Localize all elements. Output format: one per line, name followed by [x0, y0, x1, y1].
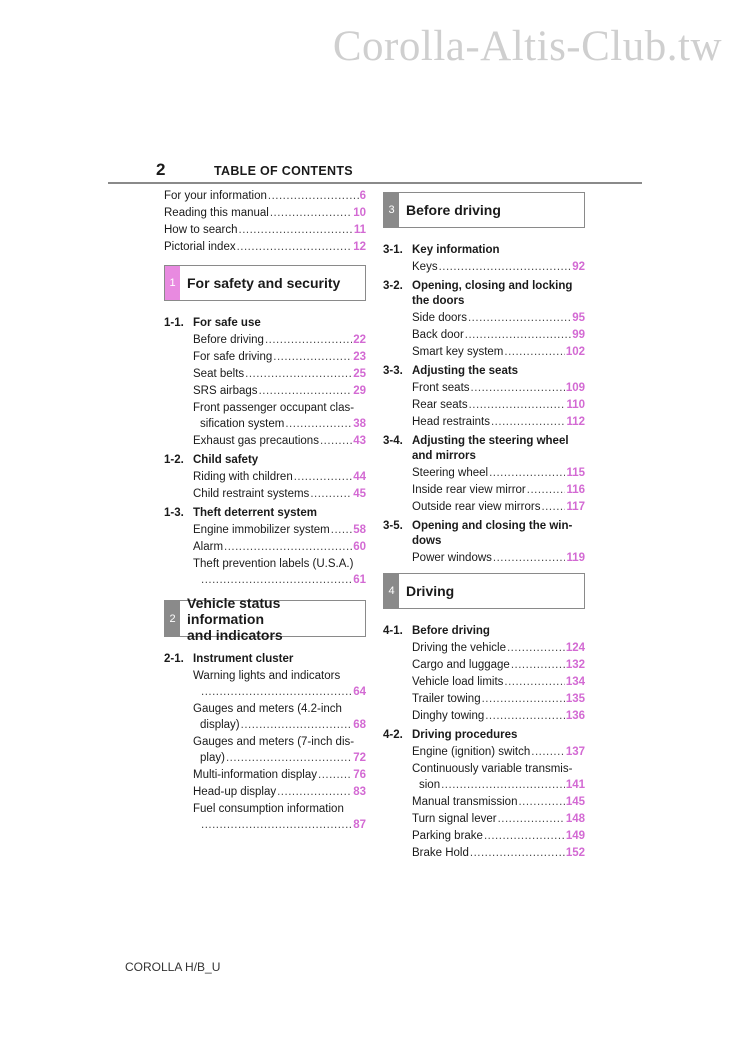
section-items [164, 522, 366, 556]
entry-label: For safe driving [193, 351, 273, 363]
toc-entry[interactable] [383, 259, 585, 276]
toc-entry-multiline[interactable] [164, 801, 366, 834]
dot-leader [484, 828, 565, 845]
entry-label: Exhaust gas precautions [193, 435, 319, 447]
entry-label: Cargo and luggage [412, 659, 510, 671]
entry-label: Outside rear view mirrors [412, 501, 541, 513]
toc-entry[interactable] [164, 239, 366, 256]
entry-label: Smart key system [412, 346, 504, 358]
section-items [383, 640, 585, 725]
page-link[interactable]: 134 [565, 676, 585, 688]
section-items [383, 380, 585, 431]
chapter-title: Before driving [406, 202, 501, 218]
entry-label: Gauges and meters (7-inch dis- [193, 736, 355, 748]
page-link[interactable]: 44 [353, 471, 366, 483]
toc-entry[interactable] [164, 469, 366, 486]
entry-label: Steering wheel [412, 467, 489, 479]
dot-leader [491, 414, 565, 431]
dot-leader [541, 499, 565, 516]
entry-label: Parking brake [412, 830, 483, 842]
section-items-wrapped [164, 701, 366, 734]
toc-entry[interactable] [383, 828, 585, 845]
section-number: 4-1. [383, 625, 403, 637]
toc-entry[interactable] [164, 188, 366, 205]
page-link[interactable]: 110 [566, 399, 585, 411]
entry-continuation [193, 717, 366, 734]
dot-leader [531, 744, 565, 761]
entry-label: Brake Hold [412, 847, 469, 859]
section-title: Instrument cluster [193, 653, 294, 665]
page-link[interactable]: 117 [566, 501, 585, 513]
dot-leader [201, 684, 352, 701]
chapter-number: 1 [165, 266, 180, 300]
toc-entry[interactable] [383, 708, 585, 725]
chapter-number: 2 [165, 601, 180, 636]
entry-label: Engine immobilizer system [193, 524, 330, 536]
chapter-1-header[interactable] [164, 265, 366, 301]
section-heading [383, 727, 585, 744]
dot-leader [469, 397, 566, 414]
dot-leader [511, 657, 565, 674]
dot-leader [441, 777, 565, 794]
entry-label: Turn signal lever [412, 813, 497, 825]
entry-label-continued: sification system [200, 418, 285, 430]
section-title: Adjusting the steering wheel and mirrors [412, 435, 569, 462]
toc-entry-multiline[interactable] [164, 668, 366, 701]
page-link[interactable]: 64 [353, 686, 366, 698]
entry-label: Rear seats [412, 399, 468, 411]
section-heading [383, 518, 585, 550]
dot-leader [471, 380, 565, 397]
dot-leader [259, 383, 353, 400]
section-number: 1-2. [164, 454, 184, 466]
section-number: 1-3. [164, 507, 184, 519]
entry-label: Power windows [412, 552, 492, 564]
dot-leader [294, 469, 352, 486]
section-heading [164, 651, 366, 668]
dot-leader [504, 344, 564, 361]
section-items-wrapped [164, 668, 366, 701]
section-items-wrapped [383, 761, 585, 794]
toc-entry-multiline[interactable] [164, 556, 366, 589]
toc-entry[interactable] [383, 811, 585, 828]
dot-leader [285, 416, 352, 433]
toc-entry[interactable] [383, 344, 585, 361]
page-link[interactable]: 115 [566, 467, 585, 479]
entry-label: Back door [412, 329, 464, 341]
entry-label: Warning lights and indicators [193, 670, 341, 682]
entry-label: Driving the vehicle [412, 642, 506, 654]
page-link[interactable]: 135 [565, 693, 585, 705]
section-title: Child safety [193, 454, 259, 466]
chapter-number: 3 [384, 193, 399, 227]
toc-entry[interactable] [383, 414, 585, 431]
toc-entry[interactable] [164, 383, 366, 400]
page-link[interactable]: 119 [566, 552, 585, 564]
dot-leader [320, 433, 352, 450]
chapter-title [180, 594, 365, 643]
page-link[interactable]: 60 [353, 541, 366, 553]
entry-label-continued: display) [200, 719, 240, 731]
toc-entry[interactable] [383, 327, 585, 344]
page-link[interactable]: 102 [565, 346, 585, 358]
dot-leader [241, 717, 353, 734]
page-link[interactable]: 95 [572, 312, 585, 324]
dot-leader [468, 310, 571, 327]
toc-entry[interactable] [164, 433, 366, 450]
entry-label: Manual transmission [412, 796, 518, 808]
section-title: Adjusting the seats [412, 365, 519, 377]
section-items [383, 744, 585, 761]
dot-leader [239, 222, 353, 239]
toc-entry[interactable] [164, 349, 366, 366]
section-items-wrapped [164, 400, 366, 433]
toc-column-left [164, 188, 366, 834]
toc-entry[interactable] [164, 332, 366, 349]
section-items [383, 259, 585, 276]
entry-continuation [193, 572, 366, 589]
toc-entry[interactable] [383, 657, 585, 674]
page-link[interactable]: 99 [572, 329, 585, 341]
page-link[interactable]: 145 [565, 796, 585, 808]
section-title: Opening, closing and locking the doors [412, 280, 573, 307]
section-items [164, 332, 366, 400]
section-heading [383, 363, 585, 380]
page-link[interactable]: 152 [565, 847, 585, 859]
section-title: Opening and closing the win-dows [412, 520, 573, 547]
page-link[interactable]: 23 [353, 351, 366, 363]
page-link[interactable]: 38 [353, 418, 366, 430]
entry-label: Theft prevention labels (U.S.A.) [193, 558, 354, 570]
dot-leader [439, 259, 572, 276]
entry-label: Before driving [193, 334, 264, 346]
chapter-title: For safety and security [187, 275, 341, 291]
page-link[interactable]: 61 [353, 574, 366, 586]
page-link[interactable]: 83 [353, 786, 366, 798]
section-number: 3-1. [383, 244, 403, 256]
section-heading [164, 452, 366, 469]
entry-label: Trailer towing [412, 693, 481, 705]
toc-column-right [383, 188, 585, 862]
entry-label-continued: play) [200, 752, 225, 764]
section-number: 3-5. [383, 520, 403, 532]
toc-entry-multiline[interactable] [383, 761, 585, 794]
section-items [164, 767, 366, 801]
section-title: Before driving [412, 625, 490, 637]
dot-leader [270, 205, 352, 222]
page-link[interactable]: 72 [353, 752, 366, 764]
entry-label: Multi-information display [193, 769, 317, 781]
page-link[interactable]: 22 [353, 334, 366, 346]
entry-label: Dinghy towing [412, 710, 485, 722]
dot-leader [527, 482, 566, 499]
entry-continuation [412, 777, 585, 794]
dot-leader [331, 522, 352, 539]
page-link[interactable]: 29 [353, 385, 366, 397]
section-number: 3-4. [383, 435, 403, 447]
dot-leader [201, 817, 352, 834]
dot-leader [507, 640, 565, 657]
toc-entry[interactable] [164, 222, 366, 239]
dot-leader [518, 794, 564, 811]
entry-label-continued: sion [419, 779, 441, 791]
entry-label: Riding with children [193, 471, 293, 483]
entry-continuation [193, 416, 366, 433]
toc-entry[interactable] [164, 366, 366, 383]
section-heading [383, 242, 585, 259]
chapter-number: 4 [384, 574, 399, 608]
section-items [383, 310, 585, 361]
page-link[interactable]: 124 [565, 642, 585, 654]
chapter-2-header[interactable] [164, 594, 366, 643]
toc-entry[interactable] [383, 499, 585, 516]
section-number: 3-2. [383, 280, 403, 292]
section-title: Theft deterrent system [193, 507, 317, 519]
dot-leader [245, 366, 352, 383]
dot-leader [504, 674, 564, 691]
dot-leader [273, 349, 352, 366]
toc-entry[interactable] [164, 767, 366, 784]
page-link[interactable]: 137 [565, 746, 585, 758]
section-title: Key information [412, 244, 500, 256]
toc-entry[interactable] [164, 784, 366, 801]
section-items-wrapped [164, 556, 366, 589]
entry-label: Fuel consumption information [193, 803, 344, 815]
section-items [164, 433, 366, 450]
toc-entry[interactable] [383, 482, 585, 499]
dot-leader [201, 572, 352, 589]
page-link[interactable]: 148 [565, 813, 585, 825]
page-link[interactable]: 87 [353, 819, 366, 831]
toc-entry[interactable] [383, 397, 585, 414]
section-items-wrapped [164, 801, 366, 834]
dot-leader [470, 845, 565, 862]
toc-entry[interactable] [383, 640, 585, 657]
dot-leader [493, 550, 566, 567]
section-items [383, 465, 585, 516]
dot-leader [485, 708, 565, 725]
section-title: For safe use [193, 317, 261, 329]
section-heading [383, 433, 585, 465]
toc-entry-multiline[interactable] [164, 734, 366, 767]
dot-leader [265, 332, 352, 349]
intro-list [164, 188, 366, 256]
entry-label: For your information [164, 190, 267, 202]
page-link[interactable]: 12 [353, 241, 366, 253]
entry-label: Front passenger occupant clas- [193, 402, 355, 414]
chapter-title-line: Vehicle status information [187, 594, 281, 627]
page-link[interactable]: 11 [353, 224, 366, 236]
entry-continuation [193, 817, 366, 834]
entry-label: Pictorial index [164, 241, 236, 253]
page-link[interactable]: 10 [353, 207, 366, 219]
toc-entry-multiline[interactable] [164, 701, 366, 734]
chapter-title: Driving [406, 583, 455, 599]
dot-leader [465, 327, 571, 344]
page-link[interactable]: 149 [565, 830, 585, 842]
page-link[interactable]: 136 [565, 710, 585, 722]
entry-label: Keys [412, 261, 438, 273]
toc-entry[interactable] [383, 380, 585, 397]
page-link[interactable]: 6 [359, 190, 366, 202]
footer-model: COROLLA H/B_U [125, 960, 221, 974]
page-link[interactable]: 112 [566, 416, 585, 428]
entry-label: Gauges and meters (4.2-inch [193, 703, 342, 715]
section-items-wrapped [164, 734, 366, 767]
toc-entry[interactable] [383, 550, 585, 567]
page-link[interactable]: 132 [565, 659, 585, 671]
section-title: Driving procedures [412, 729, 518, 741]
entry-label: Head-up display [193, 786, 277, 798]
section-heading [164, 505, 366, 522]
page-link[interactable]: 141 [565, 779, 585, 791]
page-link[interactable]: 43 [353, 435, 366, 447]
section-items [383, 794, 585, 862]
dot-leader [268, 188, 359, 205]
dot-leader [237, 239, 353, 256]
page-link[interactable]: 76 [353, 769, 366, 781]
entry-label: Engine (ignition) switch [412, 746, 531, 758]
dot-leader [318, 767, 352, 784]
page-link[interactable]: 92 [572, 261, 585, 273]
dot-leader [277, 784, 352, 801]
toc-entry[interactable] [383, 845, 585, 862]
entry-continuation [193, 684, 366, 701]
dot-leader [498, 811, 565, 828]
dot-leader [310, 486, 352, 503]
chapter-title-line: and indicators [187, 626, 283, 643]
entry-label: SRS airbags [193, 385, 258, 397]
entry-label: Alarm [193, 541, 224, 553]
toc-entry[interactable] [164, 205, 366, 222]
toc-entry[interactable] [164, 522, 366, 539]
entry-continuation [193, 750, 366, 767]
entry-label: Reading this manual [164, 207, 269, 219]
watermark: Corolla-Altis-Club.tw [332, 23, 722, 70]
toc-entry[interactable] [383, 674, 585, 691]
toc-entry[interactable] [383, 744, 585, 761]
toc-entry[interactable] [164, 486, 366, 503]
page-link[interactable]: 109 [565, 382, 585, 394]
page-title: TABLE OF CONTENTS [214, 164, 353, 178]
entry-label: Head restraints [412, 416, 490, 428]
section-items [164, 469, 366, 503]
toc-entry[interactable] [383, 794, 585, 811]
dot-leader [489, 465, 565, 482]
entry-label: Side doors [412, 312, 467, 324]
section-number: 1-1. [164, 317, 184, 329]
entry-label: How to search [164, 224, 238, 236]
section-number: 3-3. [383, 365, 403, 377]
page-link[interactable]: 45 [353, 488, 366, 500]
page-link[interactable]: 68 [353, 719, 366, 731]
toc-entry[interactable] [383, 310, 585, 327]
entry-label: Continuously variable transmis- [412, 763, 573, 775]
chapter-4-header[interactable] [383, 573, 585, 609]
dot-leader [226, 750, 352, 767]
section-heading [383, 623, 585, 640]
section-number: 2-1. [164, 653, 184, 665]
toc-entry[interactable] [164, 539, 366, 556]
section-number: 4-2. [383, 729, 403, 741]
entry-label: Child restraint systems [193, 488, 310, 500]
toc-entry[interactable] [383, 465, 585, 482]
entry-label: Front seats [412, 382, 470, 394]
section-heading [383, 278, 585, 310]
dot-leader [482, 691, 565, 708]
toc-entry[interactable] [383, 691, 585, 708]
header-divider [108, 182, 642, 184]
page-number: 2 [156, 160, 166, 179]
entry-label: Seat belts [193, 368, 245, 380]
dot-leader [224, 539, 352, 556]
toc-entry-multiline[interactable] [164, 400, 366, 433]
section-items [383, 550, 585, 567]
entry-label: Vehicle load limits [412, 676, 504, 688]
chapter-3-header[interactable] [383, 192, 585, 228]
page-link[interactable]: 25 [353, 368, 366, 380]
section-heading [164, 315, 366, 332]
page-link[interactable]: 116 [566, 484, 585, 496]
page-link[interactable]: 58 [353, 524, 366, 536]
entry-label: Inside rear view mirror [412, 484, 526, 496]
